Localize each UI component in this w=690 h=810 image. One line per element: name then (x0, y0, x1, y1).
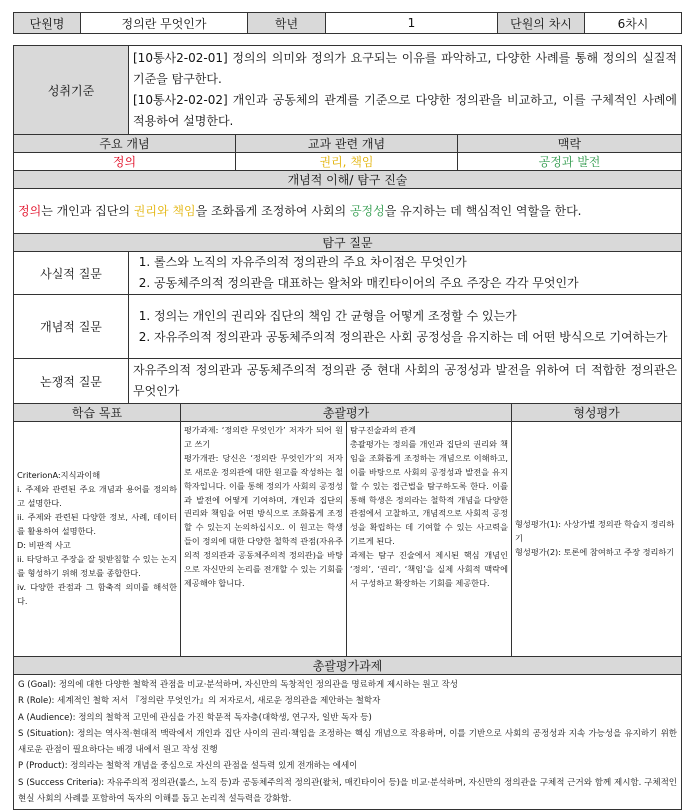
understanding-header: 개념적 이해/ 탐구 진술 (14, 171, 682, 189)
summative-header: 총괄평가 (181, 404, 512, 422)
unit-value: 정의란 무엇인가 (81, 13, 248, 34)
relation-title: 탐구진술과의 관계 (350, 425, 416, 435)
goal-item: ii. 타당하고 주장을 잘 뒷받침할 수 있는 논지를 형성하기 위해 정보를 종합한다. (17, 553, 177, 578)
lesson-label: 단원의 차시 (498, 13, 585, 34)
understanding-statement (14, 189, 682, 234)
goal-item: D: 비판적 사고 (17, 540, 71, 550)
context-value: 공정과 발전 (458, 153, 682, 171)
goals-header: 학습 목표 (14, 404, 181, 422)
debatable-label: 논쟁적 질문 (14, 359, 129, 404)
planning-table (13, 45, 682, 404)
factual-questions (129, 252, 682, 295)
grasps-body (14, 675, 682, 810)
main-concept-header: 주요 개념 (14, 135, 236, 153)
grasps-situation: S (Situation): 정의는 역사적·현대적 맥락에서 개인과 집단 사이의 권리·책임을 조정하는 핵심 개념으로 작용하며, 이를 기반으로 사회의 공정성과 지속 가능성을 유지하기 위한 새로운 관점이 필요하다는 배경 내에서 원고 작성 진행 (18, 728, 677, 756)
grade-value: 1 (326, 13, 498, 34)
formative-item-1: 형성평가(1): 사상가별 정의관 학습지 정리하기 (515, 519, 675, 544)
understanding-seg: 을 유지하는 데 핵심적인 역할을 한다. (384, 203, 582, 218)
context-header: 맥락 (458, 135, 682, 153)
unit-header-table (13, 12, 682, 34)
lesson-value: 6차시 (585, 13, 682, 34)
goal-item: CriterionA:지식과이해 (17, 470, 101, 481)
grade-label: 학년 (248, 13, 326, 34)
understanding-seg-justice: 정의 (18, 203, 42, 218)
debatable-question: 자유주의적 정의관과 공동체주의적 정의관 중 현대 사회의 공정성과 발전을 위하여 더 적합한 정의관은 무엇인가 (129, 359, 682, 404)
relation-text: 과제는 탐구 진술에서 제시된 핵심 개념인 ‘정의’, ‘권리’, ‘책임’을 실제 사회적 맥락에서 구성하고 확장하는 기회를 제공한다. (350, 550, 508, 588)
main-concept-value: 정의 (14, 153, 236, 171)
grasps-goal: G (Goal): 정의에 대한 다양한 철학적 관점을 비교·분석하며, 자신만의 독창적인 정의관을 명료하게 제시하는 원고 작성 (18, 680, 458, 690)
conceptual-label: 개념적 질문 (14, 295, 129, 359)
factual-question-1: 1. 롤스와 노직의 자유주의적 정의관의 주요 차이점은 무엇인가 (154, 252, 678, 273)
summative-task-overview: 평가개관: 당신은 ‘정의란 무엇인가’의 저자로 새로운 정의관에 대한 원고를 작성하는 철학자입니다. 이를 통해 정의가 사회의 공정성과 발전에 어떻게 기여하며, 개인과 집단의 권리와 책임을 어떤 방식으로 조화롭게 조정할 수 있는지 논의하십시오. 이 원고는 학생들이 정의에 대한 다양한 철학적 관점(자유주의적 정의관과 공동체주의적 정의관)을 바탕으로 자신만의 논리를 전개할 수 있는 기회를 제공해야 합니다. (184, 452, 343, 588)
achievement-line-2: [10통사2-02-02] 개인과 공동체의 관계를 기준으로 다양한 정의관을 비교하고, 이를 구체적인 사례에 적용하여 설명한다. (133, 93, 677, 128)
understanding-seg: 는 개인과 집단의 (41, 203, 134, 218)
achievement-text (129, 46, 682, 135)
relation-text: 총괄평가는 정의를 개인과 집단의 권리와 책임을 조화롭게 조정하는 개념으로 이해하고, 이를 바탕으로 사회의 공정성과 발전을 유지할 수 있는 접근법을 탐구하도록 한다. 이를 통해 학생은 정의라는 철학적 개념을 다양한 관점에서 고찰하고, 개념적으로 사회적 공정성을 확립하는 데 기여할 수 있는 사고력을 기르게 된다. (350, 438, 508, 547)
summative-task-title: 평가과제: ‘정의란 무엇인가’ 저자가 되어 원고 쓰기 (184, 425, 343, 449)
inquiry-header: 탐구 질문 (14, 234, 682, 252)
grasps-product: P (Product): 정의라는 철학적 개념을 중심으로 자신의 관점을 설득력 있게 전개하는 에세이 (18, 761, 358, 772)
conceptual-question-2: 2. 자유주의적 정의관과 공동체주의적 정의관은 사회 공정성을 유지하는 데 어떤 방식으로 기여하는가 (154, 327, 678, 348)
understanding-seg: 을 조화롭게 조정하여 사회의 (195, 203, 350, 218)
summative-relation (347, 422, 512, 657)
formative-header: 형성평가 (512, 404, 682, 422)
conceptual-questions (129, 295, 682, 359)
assessment-table (13, 403, 682, 810)
grasps-role: R (Role): 세계적인 철학 저서 『정의란 무엇인가』의 저자로서, 새로운 정의관을 제안하는 철학자 (18, 696, 381, 707)
goal-item: i. 주제와 관련된 주요 개념과 용어를 정의하고 설명한다. (17, 484, 177, 509)
achievement-label: 성취기준 (14, 46, 129, 135)
grasps-success-criteria: S (Success Criteria): 자유주의적 정의관(롤스, 노직 등)과 공동체주의적 정의관(왈처, 매킨타이어 등)을 비교·분석하며, 자신만의 정의관을 구체적 근거와 함께 제시함. 구체적인 현실 사회의 사례를 포함하여 독자의 이해를 돕고 논리적 설득력을 강화함. (18, 777, 677, 805)
understanding-seg-fairness: 공정성 (349, 203, 385, 218)
conceptual-question-1: 1. 정의는 개인의 권리와 집단의 책임 간 균형을 어떻게 조정할 수 있는가 (154, 306, 678, 327)
grasps-audience: A (Audience): 정의의 철학적 고민에 관심을 가진 학문적 독자층(대학생, 연구자, 일반 독자 등) (18, 712, 372, 723)
learning-goals (14, 422, 181, 657)
formative-item-2: 형성평가(2): 토론에 참여하고 주장 정리하기 (515, 546, 675, 557)
summative-task (181, 422, 347, 657)
grasps-header: 총괄평가과제 (14, 657, 682, 675)
understanding-seg-rights: 권리와 책임 (133, 203, 196, 218)
factual-question-2: 2. 공동체주의적 정의관을 대표하는 왈처와 매킨타이어의 주요 주장은 각각 무엇인가 (154, 273, 678, 294)
goal-item: iv. 다양한 관점과 그 함축적 의미를 해석한다. (17, 581, 177, 606)
formative-list (512, 422, 682, 657)
related-concept-header: 교과 관련 개념 (236, 135, 458, 153)
achievement-line-1: [10통사2-02-01] 정의의 의미와 정의가 요구되는 이유를 파악하고, 다양한 사례를 통해 정의의 실질적 기준을 탐구한다. (133, 51, 677, 86)
factual-label: 사실적 질문 (14, 252, 129, 295)
related-concept-value: 권리, 책임 (236, 153, 458, 171)
unit-label: 단원명 (14, 13, 81, 34)
goal-item: ii. 주제와 관련된 다양한 정보, 사례, 데이터를 활용하여 설명한다. (17, 512, 177, 537)
